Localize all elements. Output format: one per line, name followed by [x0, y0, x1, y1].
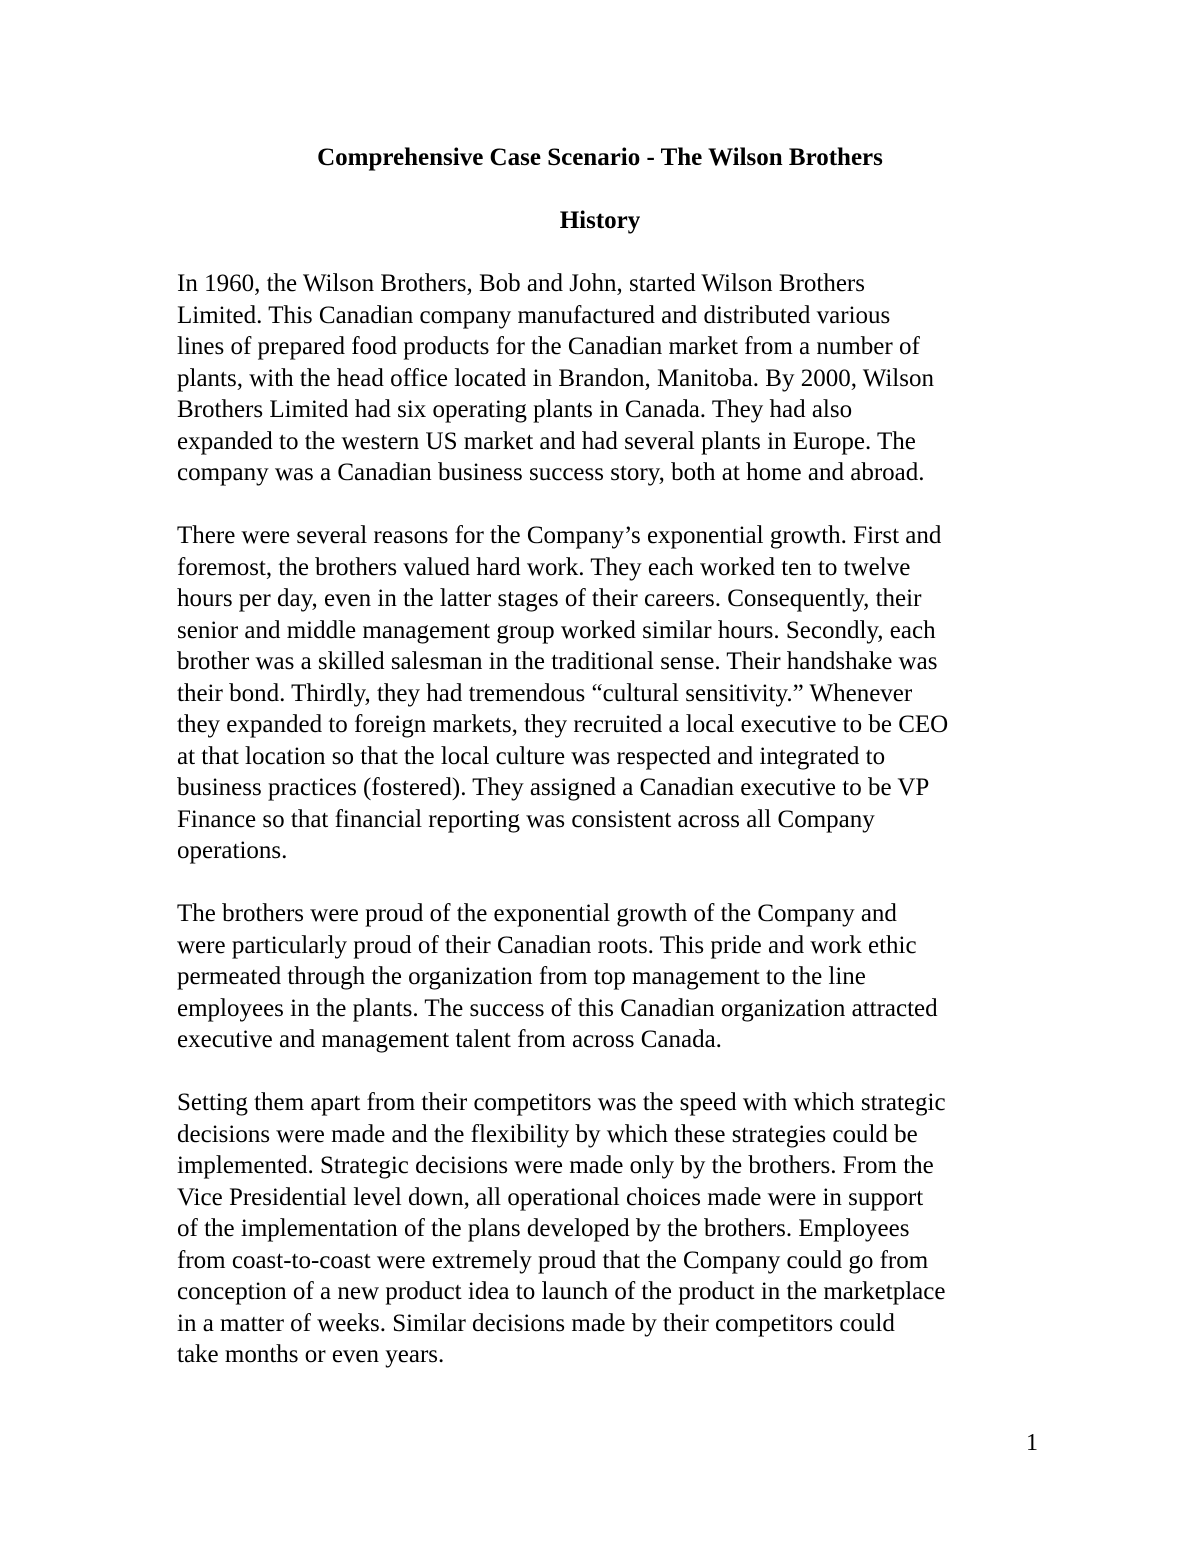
- section-heading: History: [559, 207, 641, 234]
- paragraph: [177, 520, 1037, 867]
- paragraph-line: permeated through the organization from top management to the line: [177, 963, 866, 990]
- paragraph-line: There were several reasons for the Company’s exponential growth. First and: [177, 522, 942, 549]
- paragraph-line: of the implementation of the plans developed by the brothers. Employees: [177, 1215, 910, 1242]
- paragraph-line: implemented. Strategic decisions were made only by the brothers. From the: [177, 1152, 934, 1179]
- paragraph-line: operations.: [177, 837, 288, 864]
- paragraph-line: Limited. This Canadian company manufactured and distributed various: [177, 301, 891, 329]
- paragraph-line: take months or even years.: [177, 1341, 445, 1368]
- paragraph-line: The brothers were proud of the exponential growth of the Company and: [177, 900, 897, 927]
- document-title: Comprehensive Case Scenario - The Wilson Brothers: [317, 144, 883, 171]
- paragraph-line: hours per day, even in the latter stages of their careers. Consequently, their: [177, 585, 922, 612]
- page-number: 1: [1026, 1430, 1038, 1456]
- paragraph-line: executive and management talent from across Canada.: [177, 1026, 722, 1053]
- paragraph-line: Vice Presidential level down, all operational choices made were in support: [177, 1183, 924, 1211]
- paragraph-line: Setting them apart from their competitors was the speed with which strategic: [177, 1089, 946, 1116]
- paragraph-line: decisions were made and the flexibility by which these strategies could be: [177, 1120, 918, 1148]
- paragraph-line: conception of a new product idea to launch of the product in the marketplace: [177, 1278, 946, 1305]
- paragraph-line: business practices (fostered). They assigned a Canadian executive to be VP: [177, 774, 930, 801]
- paragraph-line: at that location so that the local culture was respected and integrated to: [177, 742, 886, 770]
- paragraph-line: senior and middle management group worked similar hours. Secondly, each: [177, 616, 936, 644]
- paragraph-line: In 1960, the Wilson Brothers, Bob and John, started Wilson Brothers: [177, 270, 865, 297]
- paragraph-line: were particularly proud of their Canadian roots. This pride and work ethic: [177, 931, 917, 959]
- paragraph-line: foremost, the brothers valued hard work. They each worked ten to twelve: [177, 553, 911, 581]
- paragraph-line: Finance so that financial reporting was consistent across all Company: [177, 805, 875, 833]
- paragraph-line: in a matter of weeks. Similar decisions made by their competitors could: [177, 1309, 895, 1337]
- paragraph: [177, 268, 1037, 489]
- paragraph: [177, 1087, 1037, 1371]
- paragraph: [177, 898, 1037, 1056]
- paragraph-line: they expanded to foreign markets, they recruited a local executive to be CEO: [177, 711, 949, 738]
- paragraph-line: Brothers Limited had six operating plants in Canada. They had also: [177, 396, 853, 423]
- paragraph-line: from coast-to-coast were extremely proud that the Company could go from: [177, 1246, 929, 1274]
- paragraph-line: lines of prepared food products for the Canadian market from a number of: [177, 333, 920, 360]
- paragraph-line: company was a Canadian business success story, both at home and abroad.: [177, 459, 925, 486]
- paragraph-line: expanded to the western US market and had several plants in Europe. The: [177, 427, 916, 455]
- paragraph-line: employees in the plants. The success of this Canadian organization attracted: [177, 994, 938, 1022]
- paragraph-line: their bond. Thirdly, they had tremendous “cultural sensitivity.” Whenever: [177, 679, 913, 707]
- paragraph-list: [177, 268, 1037, 1371]
- paragraph-line: brother was a skilled salesman in the traditional sense. Their handshake was: [177, 648, 938, 675]
- document-body: [177, 142, 1037, 1371]
- paragraph-line: plants, with the head office located in Brandon, Manitoba. By 2000, Wilson: [177, 364, 934, 392]
